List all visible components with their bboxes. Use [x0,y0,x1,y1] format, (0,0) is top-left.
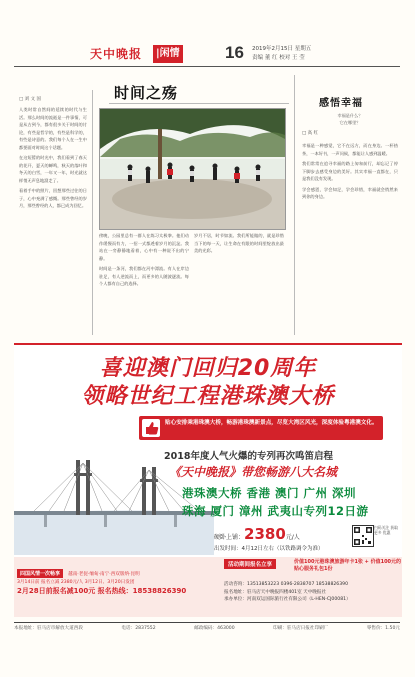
center-article-column-1 [99,232,189,332]
ad-bottom-panel [14,557,402,617]
editors-line: 责编 董 红 校对 王 莹 [252,55,305,61]
ad-bottom-deadline: 2月28日前报名减100元 报名热线：18538826390 [17,587,187,595]
ad-bottom-left [17,560,217,612]
page-number: 16 [225,43,244,62]
left-article-byline: □ 刘 文 国 [19,97,42,102]
price-suffix: 元/人 [285,534,300,541]
ad-price-row [214,525,300,543]
newspaper-logo: 天中晚报 [90,47,143,61]
taichi-photo [99,108,286,230]
ad-bottom-line-1: 越南·老挝·缅甸·南宁·西双版纳·昆明 [68,572,140,577]
ad-bottom-tag: 四国风情一次畅享 [17,569,63,578]
article-area [14,70,402,340]
right-article-paragraph: 学会感恩，学会知足，学会珍惜，幸福就会悄然来到你的身边。 [302,186,398,199]
right-article-byline: □ 高 红 [302,131,319,136]
contact-block [224,581,402,604]
ad-route-line-1: 港珠澳大桥 香港 澳门 广州 深圳 [182,486,357,500]
ad-headline-2: 领略世纪工程港珠澳大桥 [81,384,335,409]
promo-tag: 活动期间报名立享 [224,559,276,569]
left-article-paragraph: 在这短暂的时光中，我们看到了春天的花开，夏天的蝉鸣，秋天的落叶和冬天的白雪，一年又一年，时光就这样悄无声息地溜走了。 [19,155,87,183]
contact-organizer: 承办单位：河南双运国际旅行社有限公司（L-HEN-CJ00081） [224,597,351,602]
right-article-paragraph: 我们常常在追寻幸福的路上匆匆前行，却忘记了停下脚步去感受身边的美好。其实幸福一直都在，只是我们没有发现。 [302,161,398,181]
qr-code-icon [352,525,374,547]
footer-address: 本报地址：驻马店市解放大道西段 [14,626,83,631]
ad-route-line-2: 珠海 厦门 漳州 武夷山专列12日游 [182,504,369,518]
right-article-paragraph: 幸福是一种感觉，它不在远方，而在身边。一杯热茶，一本好书，一声问候，都能让人感到温暖。 [302,143,398,156]
left-article-paragraph: 看着手中的照片，回想那些过往的日子，心中充满了感慨。那些曾经的岁月，那些曾经的人，都已成为回忆。 [19,188,87,208]
ad-banner [139,416,383,440]
issue-date: 2019年2月15日 星期五 [252,46,312,52]
footer-phone: 电话：2837552 [121,626,156,631]
footer-printer: 印刷：驻马店日报社印刷厂 [273,626,329,631]
title-underline [109,103,289,104]
center-article-paragraph: 傍晚，公园里总有一群人在练习太极拳。他们动作缓慢而有力，一招一式都透着岁月的沉淀。我站在一旁静静地看着，心中有一种说不出的宁静。 [99,233,189,261]
depart-date: 出发时间：4月12日左右（以铁路调令为准） [214,546,324,552]
ad-subtitle-1: 2018年度人气火爆的专列再次鸣笛启程 [164,451,333,462]
center-article-title: 时间之殇 [114,84,179,102]
ad-subtitle-2: 《天中晚报》带您畅游八大名城 [169,465,338,479]
section-label: |闲情 [153,45,183,63]
ad-banner-text: 贴心安排乘港珠澳大桥，畅游港珠澳新景点，尽览大湾区风光，深度体验粤港澳文化。 [165,420,378,426]
left-article-paragraph: 人类时常自然间的延续的时代与生活。那么时间的流逝是一件事情，可是从古到今，都有很多关于时间的讨论，有些是哲学的，有些是科学的，有些是诗意的。我们每个人在一生中都要面对时间这个话题。 [19,107,87,150]
center-article-paragraph: 岁月不居，时节如流。我们所能做的，就是珍惜当下的每一天，让生命在有限的时间里绽放出最美的光彩。 [194,233,284,253]
right-article-column [302,142,398,334]
right-article-poem: 幸福是什么？ 它在哪里？ [337,113,363,125]
footer-rule [14,622,400,623]
ad-headline-1: 喜迎澳门回归20周年 [99,356,317,381]
footer-price: 零售价：1.50元 [366,626,400,631]
page-footer [14,625,400,631]
center-article-paragraph: 时间是一条河，我们都在河中漂流。有人在岸边驻足，有人逆流而上，而更多的人随波逐流。每个人都有自己的选择。 [99,266,189,286]
footer-postcode: 邮政编码：463000 [194,626,235,631]
masthead [90,44,390,64]
column-divider [294,75,295,335]
thumbs-up-icon [142,419,160,437]
price-value: 2380 [244,525,286,543]
ad-bottom-right [224,559,402,615]
right-article-title: 感悟幸福 [319,98,363,109]
qr-caption: 扫码关注 获取 更多 优惠 [374,525,398,535]
travel-advertisement [14,343,402,617]
center-article-column-2 [194,232,284,332]
contact-address: 报名地址：驻马店天中晚报四楼401室 天中晚报社 [224,589,327,595]
price-prefix: 硬卧上铺： [214,534,245,541]
ad-bottom-line-2: 3月14日前 报名立减 2380元/人 3月12日、3月20日发团 [17,580,135,585]
photo-illustration [100,109,285,229]
left-article-column-1 [19,106,87,331]
column-divider [92,90,93,335]
promo-text: 价值100元港珠澳旅游年卡1张 + 价值100元的贴心服务礼包1份 [294,559,402,572]
contact-phone: 活动咨询：13513853223 0396-2838707 18538826390 [224,582,348,587]
header-rule [14,66,400,67]
